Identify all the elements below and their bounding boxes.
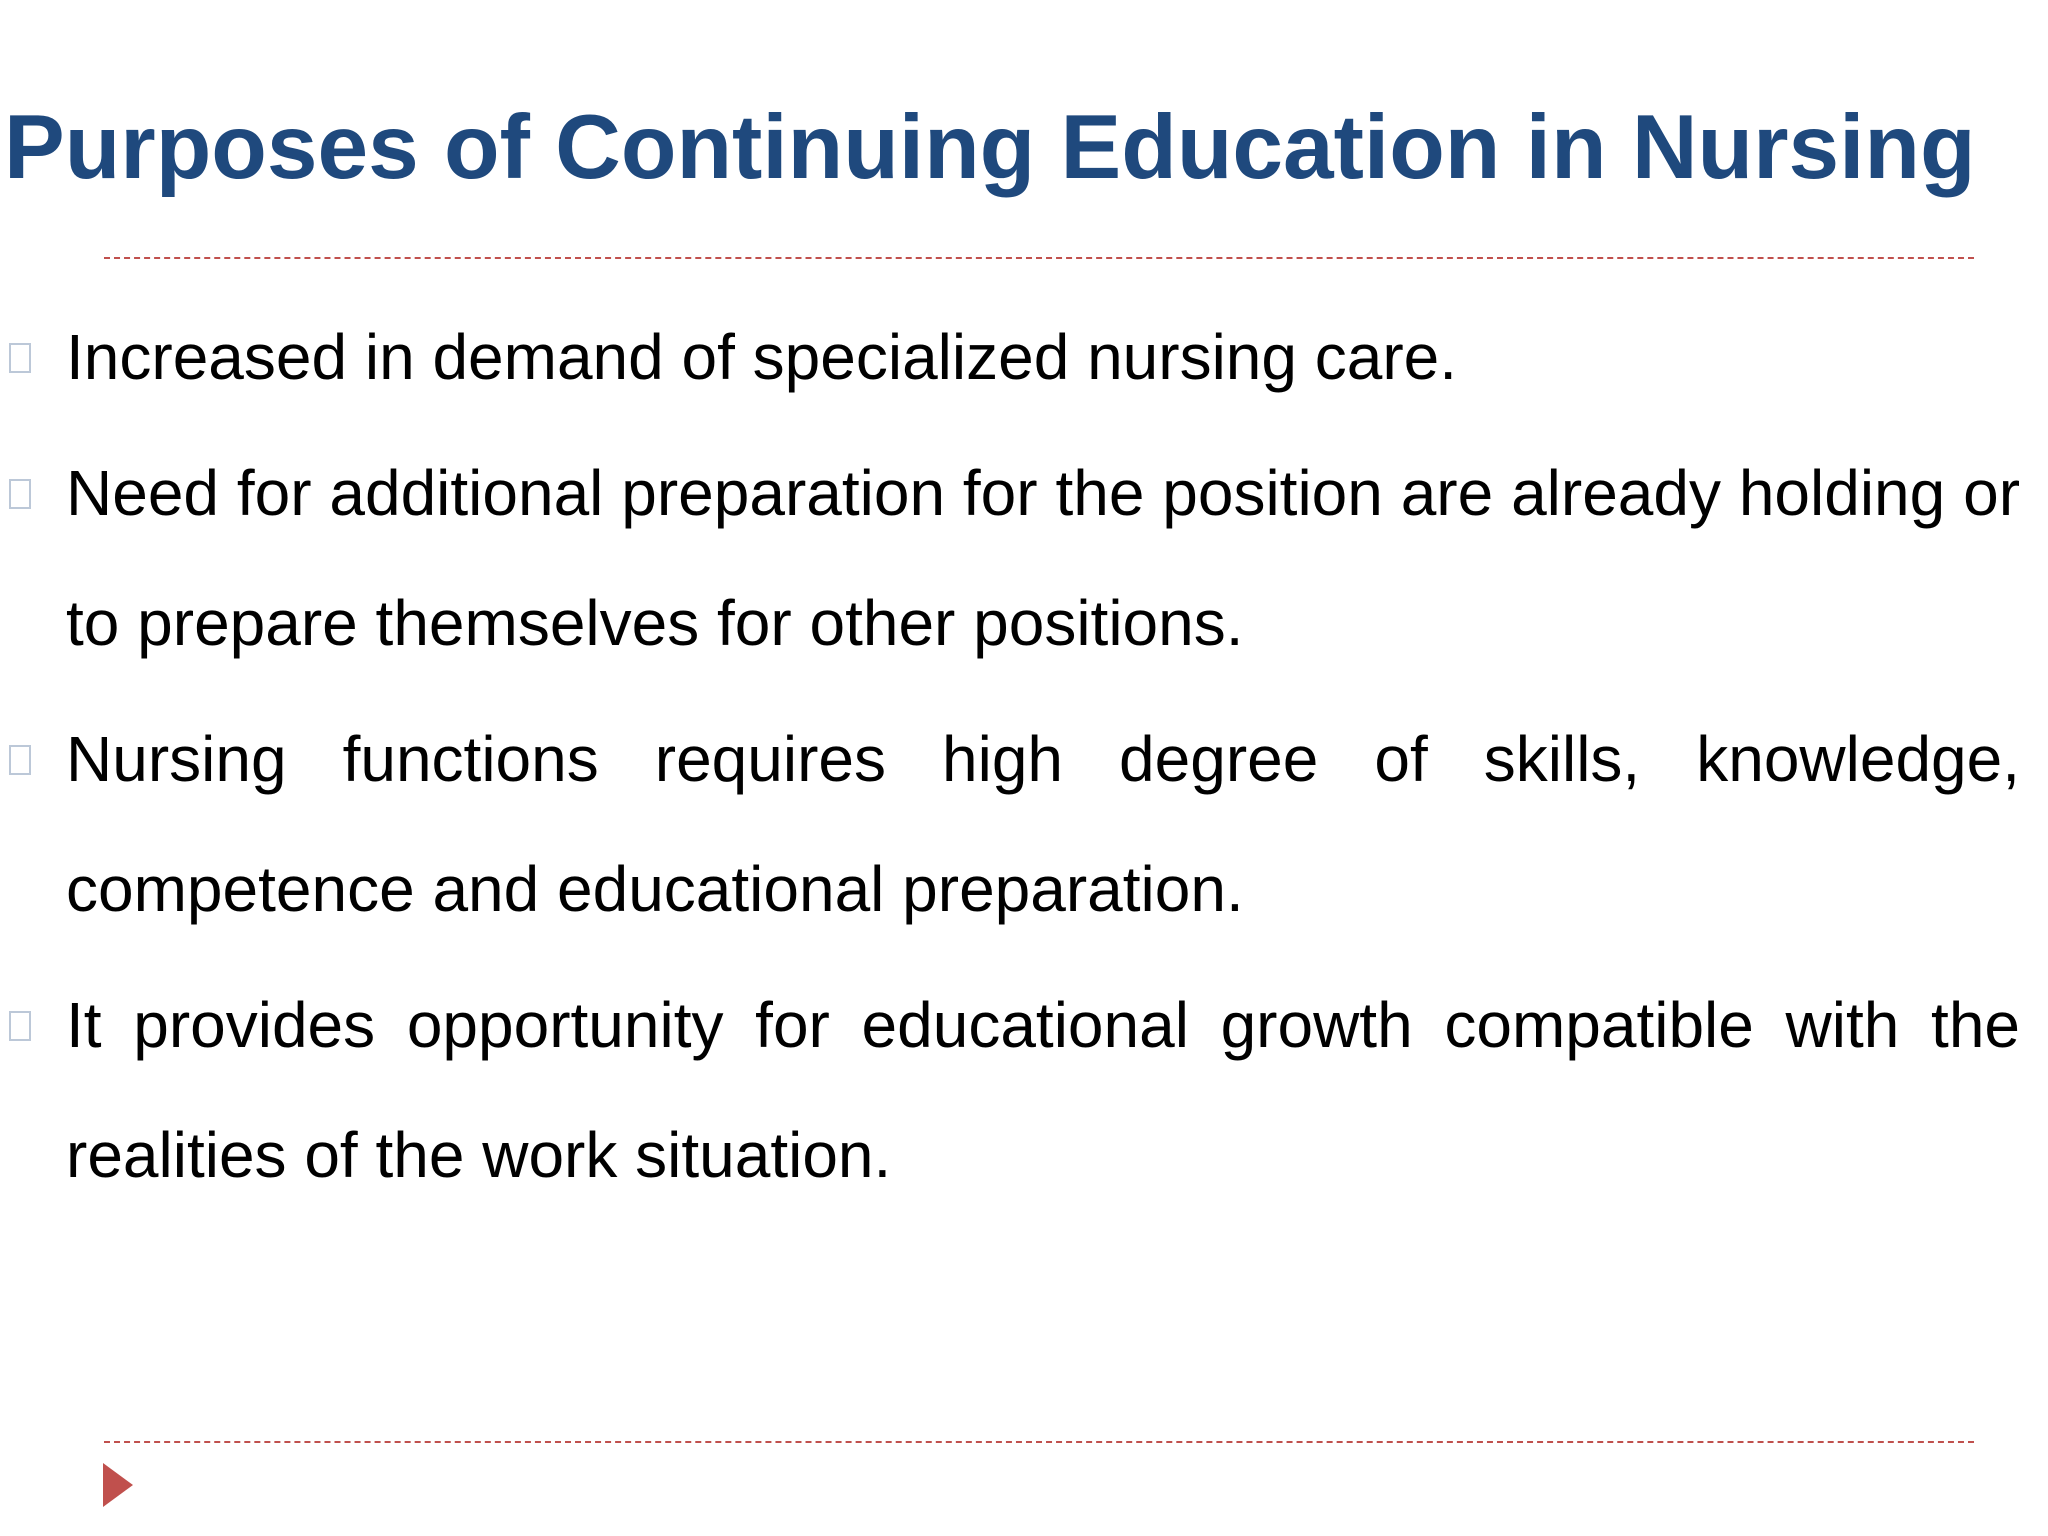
box-bullet-icon bbox=[9, 479, 31, 509]
play-arrow-icon[interactable] bbox=[103, 1463, 133, 1507]
slide-title: Purposes of Continuing Education in Nursing bbox=[4, 97, 1976, 198]
bullet-text: Nursing functions requires high degree of skills, knowledge, competence and educational preparation. bbox=[66, 723, 2020, 925]
top-divider bbox=[104, 257, 1974, 259]
bullet-item bbox=[0, 428, 2020, 688]
bullet-text: It provides opportunity for educational growth compatible with the realities of the work situation. bbox=[66, 989, 2020, 1191]
bottom-divider bbox=[104, 1441, 1974, 1443]
bullet-item bbox=[0, 292, 2020, 422]
box-bullet-icon bbox=[9, 343, 31, 373]
box-bullet-icon bbox=[9, 1011, 31, 1041]
bullet-list bbox=[0, 292, 2020, 1226]
bullet-text: Need for additional preparation for the position are already holding or to prepare themselves for other positions. bbox=[66, 457, 2020, 659]
box-bullet-icon bbox=[9, 745, 31, 775]
bullet-item bbox=[0, 960, 2020, 1220]
bullet-item bbox=[0, 694, 2020, 954]
bullet-text: Increased in demand of specialized nursing care. bbox=[66, 321, 1458, 393]
